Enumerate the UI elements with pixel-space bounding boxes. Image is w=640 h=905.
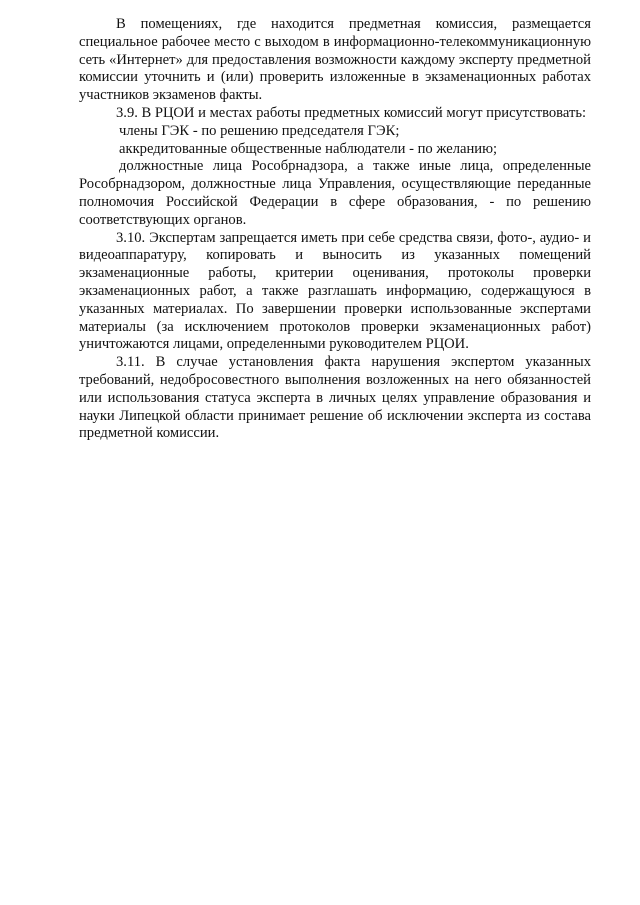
paragraph-expert-workplace: В помещениях, где находится предметная комиссия, размещается специальное рабочее место с выходом в информационно-телекоммуникационную сеть «Интернет» для предоставления возможности каждому эксперту предметной комиссии уточнить и (или) проверить изложенные в экзаменационных работах участников экзаменов факты.	[79, 16, 591, 104]
paragraph-3-10-prohibitions: 3.10. Экспертам запрещается иметь при себе средства связи, фото-, аудио- и видеоаппаратуру, копировать и выносить из указанных помещений экзаменационные работы, критерии оценивания, протоколы проверки экзаменационных работ, а также разглашать информацию, содержащуюся в указанных материалах. По завершении проверки использованные экспертами материалы (за исключением протоколов проверки экзаменационных работ) уничтожаются лицами, определенными руководителем РЦОИ.	[79, 229, 591, 353]
paragraph-3-9-attendance: 3.9. В РЦОИ и местах работы предметных комиссий могут присутствовать:	[116, 104, 587, 121]
list-item-public-observers: аккредитованные общественные наблюдатели - по желанию;	[119, 140, 498, 157]
paragraph-3-11-violations: 3.11. В случае установления факта нарушения экспертом указанных требований, недобросовестного выполнения возложенных на него обязанностей или использования статуса эксперта в личных целях управление образования и науки Липецкой области принимает решение об исключении эксперта из состава предметной комиссии.	[79, 354, 591, 442]
list-item-gek-members: члены ГЭК - по решению председателя ГЭК;	[119, 122, 400, 139]
document-body	[79, 16, 591, 443]
list-item-officials: должностные лица Рособрнадзора, а также иные лица, определенные Рособрнадзором, должностные лица Управления, осуществляющие переданные полномочия Российской Федерации в сфере образования, - по решению соответствующих органов.	[79, 158, 591, 228]
